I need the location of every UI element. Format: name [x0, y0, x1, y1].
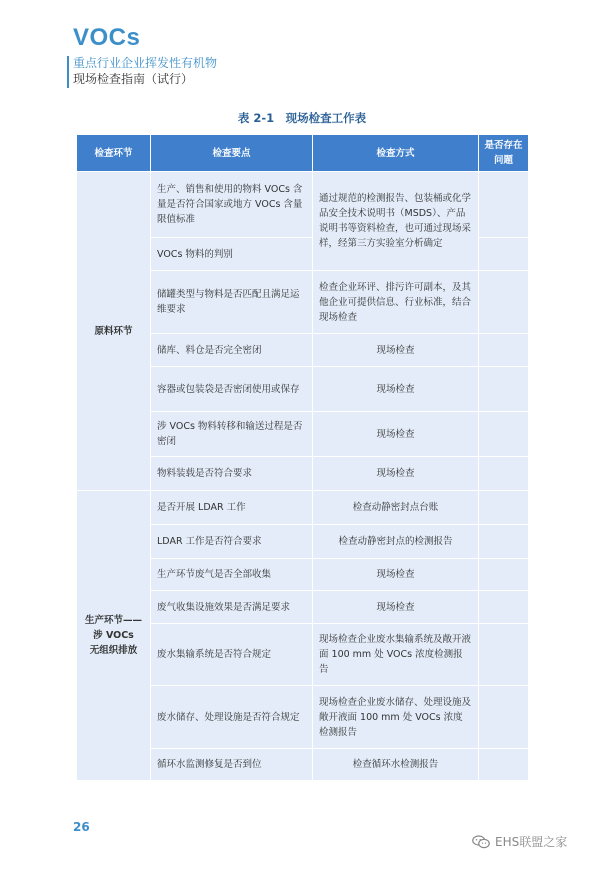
issue-cell — [479, 559, 529, 591]
check-point-cell: LDAR 工作是否符合要求 — [151, 525, 313, 559]
issue-cell — [479, 271, 529, 334]
table-caption: 表 2-1 现场检查工作表 — [237, 111, 367, 125]
check-point-cell: 容器或包装袋是否密闭使用或保存 — [151, 367, 313, 412]
inspection-worktable — [76, 134, 529, 781]
section-raw-material: 原料环节 — [77, 172, 151, 491]
check-method-cell: 现场检查 — [313, 457, 479, 491]
issue-cell — [479, 334, 529, 367]
brand-block — [73, 26, 217, 86]
check-method-cell: 现场检查企业废水储存、处理设施及敞开液面 100 mm 处 VOCs 浓度检测报告 — [313, 686, 479, 749]
check-point-cell: 废水集输系统是否符合规定 — [151, 624, 313, 686]
check-point-cell: VOCs 物料的判别 — [151, 238, 313, 271]
check-point-cell: 循环水监测修复是否到位 — [151, 749, 313, 781]
check-method-cell: 现场检查 — [313, 559, 479, 591]
section-production: 生产环节—— 涉 VOCs 无组织排放 — [77, 491, 151, 781]
table-row — [77, 491, 529, 525]
check-method-cell: 现场检查 — [313, 591, 479, 624]
issue-cell — [479, 457, 529, 491]
issue-cell — [479, 591, 529, 624]
issue-cell — [479, 491, 529, 525]
check-point-cell: 储罐类型与物料是否匹配且满足运维要求 — [151, 271, 313, 334]
issue-cell — [479, 367, 529, 412]
brand-subtitle-2: 现场检查指南（试行） — [73, 72, 194, 86]
issue-cell — [479, 412, 529, 457]
header-check-method: 检查方式 — [313, 135, 479, 172]
check-point-cell: 废气收集设施效果是否满足要求 — [151, 591, 313, 624]
table-row — [77, 172, 529, 238]
check-method-cell: 通过规范的检测报告、包装桶或化学品安全技术说明书（MSDS）、产品说明书等资料检查，也可通过现场采样，经第三方实验室分析确定 — [313, 172, 479, 271]
brand-divider — [67, 56, 69, 88]
header-has-issue: 是否存在问题 — [479, 135, 529, 172]
check-method-cell: 检查循环水检测报告 — [313, 749, 479, 781]
wechat-icon — [472, 835, 490, 849]
issue-cell — [479, 525, 529, 559]
header-check-point: 检查要点 — [151, 135, 313, 172]
table-header-row — [77, 135, 529, 172]
check-method-cell: 现场检查 — [313, 334, 479, 367]
check-point-cell: 储库、料仓是否完全密闭 — [151, 334, 313, 367]
check-point-cell: 生产、销售和使用的物料 VOCs 含量是否符合国家或地方 VOCs 含量限值标准 — [151, 172, 313, 238]
check-point-cell: 废水储存、处理设施是否符合规定 — [151, 686, 313, 749]
check-method-cell: 检查动静密封点的检测报告 — [313, 525, 479, 559]
watermark — [472, 833, 567, 850]
page-number: 26 — [73, 820, 90, 834]
watermark-text: EHS联盟之家 — [495, 835, 568, 849]
check-method-cell: 检查企业环评、排污许可副本，及其他企业可提供信息、行业标准，结合现场检查 — [313, 271, 479, 334]
check-point-cell: 是否开展 LDAR 工作 — [151, 491, 313, 525]
check-method-cell: 检查动静密封点台账 — [313, 491, 479, 525]
brand-subtitle-1: 重点行业企业挥发性有机物 — [73, 56, 218, 70]
check-method-cell: 现场检查 — [313, 412, 479, 457]
check-method-cell: 现场检查企业废水集输系统及敞开液面 100 mm 处 VOCs 浓度检测报告 — [313, 624, 479, 686]
issue-cell — [479, 624, 529, 686]
check-point-cell: 物料装载是否符合要求 — [151, 457, 313, 491]
issue-cell — [479, 238, 529, 271]
check-point-cell: 生产环节废气是否全部收集 — [151, 559, 313, 591]
check-method-cell: 现场检查 — [313, 367, 479, 412]
check-point-cell: 涉 VOCs 物料转移和输送过程是否密闭 — [151, 412, 313, 457]
brand-title: VOCs — [73, 24, 141, 51]
issue-cell — [479, 172, 529, 238]
issue-cell — [479, 686, 529, 749]
header-stage: 检查环节 — [77, 135, 151, 172]
issue-cell — [479, 749, 529, 781]
